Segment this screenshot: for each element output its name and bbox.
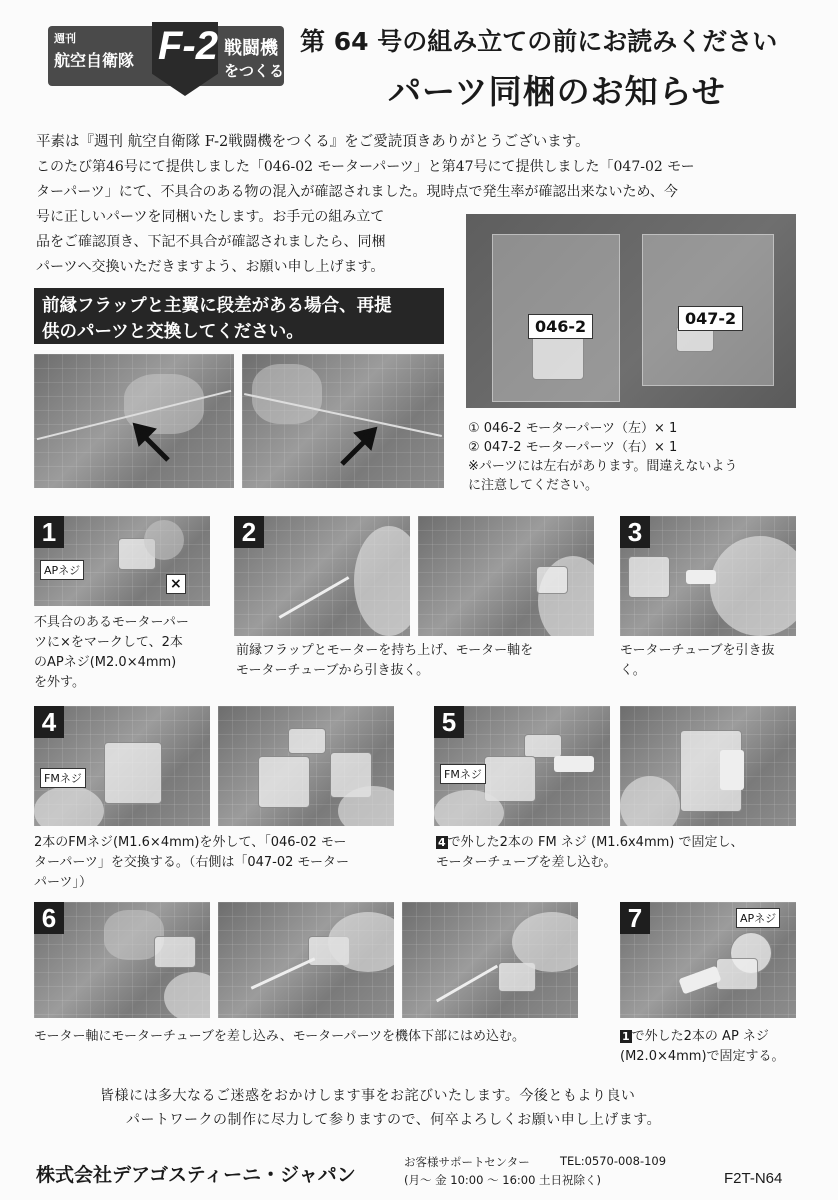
intro-line3: ターパーツ」にて、不具合のある物の混入が確認されました。現時点で発生率が確認出来ないため、今 xyxy=(36,184,678,200)
step6-photo-1 xyxy=(34,902,210,1018)
closing-line2: パートワークの制作に尽力して参りますので、何卒よろしくお願い申し上げます。 xyxy=(126,1112,662,1128)
step4-line3: パーツ」） xyxy=(34,875,92,890)
step1-line2: ツに×をマークして、2本 xyxy=(34,635,183,650)
parts-list-item2: ② 047-2 モーターパーツ（右）× 1 xyxy=(468,440,678,455)
step4-photo-right xyxy=(218,706,394,826)
logo-title-bottom: をつくる xyxy=(224,62,285,80)
logo-subtitle: 航空自衛隊 xyxy=(54,51,135,70)
footer-hours: (月～ 金 10:00 ～ 16:00 土日祝除く) xyxy=(404,1173,602,1187)
step4-line1: 2本のFMネジ(M1.6×4mm)を外して、「046-02 モー xyxy=(34,835,347,850)
step7-line2: (M2.0×4mm)で固定する。 xyxy=(620,1049,785,1064)
notice-banner xyxy=(34,288,444,344)
step7-ap-screw-tag: APネジ xyxy=(736,908,780,928)
step3-line2: く。 xyxy=(620,663,646,678)
step7-photo xyxy=(620,902,796,1018)
footer-support: お客様サポートセンター xyxy=(404,1155,530,1169)
step4-line2: ターパーツ」を交換する。（右側は「047-02 モーター xyxy=(34,855,349,870)
page-title-line1: 第 64 号の組み立ての前にお読みください xyxy=(300,27,778,56)
step2-photo-right xyxy=(418,516,594,636)
step7-ref-badge: 1 xyxy=(622,1030,630,1043)
cross-mark-icon: × xyxy=(166,574,186,594)
step5-caption-line1 xyxy=(436,832,743,853)
logo-model: F-2 xyxy=(158,24,218,68)
step2-line1: 前縁フラップとモーターを持ち上げ、モーター軸を xyxy=(236,643,534,658)
step2-line2: モーターチューブから引き抜く。 xyxy=(236,663,430,678)
intro-line6: パーツへ交換いただきますよう、お願い申し上げます。 xyxy=(36,259,385,275)
parts-photo xyxy=(466,214,796,408)
step7-caption-line1 xyxy=(620,1026,769,1047)
arrow-icon xyxy=(334,420,384,470)
step5-photo-left xyxy=(434,706,610,826)
step4-fm-screw-tag: FMネジ xyxy=(40,768,86,788)
step3-badge: 3 xyxy=(620,516,650,548)
logo-title-top: 戦闘機 xyxy=(224,38,278,59)
step6-badge: 6 xyxy=(34,902,64,934)
step3-line1: モーターチューブを引き抜 xyxy=(620,643,775,658)
footer-company: 株式会社デアゴスティーニ・ジャパン xyxy=(36,1164,356,1186)
flap-gap-photo-left xyxy=(34,354,234,488)
step1-line4: を外す。 xyxy=(34,675,85,690)
parts-note-line1: ※パーツには左右があります。間違えないよう xyxy=(468,459,738,474)
intro-line4: 号に正しいパーツを同梱いたします。お手元の組み立て xyxy=(36,209,385,225)
parts-note-line2: に注意してください。 xyxy=(468,478,599,493)
step5-line1: で外した2本の FM ネジ (M1.6x4mm) で固定し、 xyxy=(447,835,744,850)
footer-tel: TEL:0570-008-109 xyxy=(560,1154,667,1168)
step1-line3: のAPネジ(M2.0×4mm) xyxy=(34,655,177,670)
intro-line1: 平素は『週刊 航空自衛隊 F-2戦闘機をつくる』をご愛読頂きありがとうございます。 xyxy=(36,134,590,150)
logo xyxy=(48,22,288,98)
footer-code: F2T-N64 xyxy=(724,1170,783,1187)
notice-banner-line2: 供のパーツと交換してください。 xyxy=(42,322,304,342)
parts-list-item1: ① 046-2 モーターパーツ（左）× 1 xyxy=(468,421,678,436)
step2-badge: 2 xyxy=(234,516,264,548)
intro-line5: 品をご確認頂き、下記不具合が確認されましたら、同梱 xyxy=(36,234,386,250)
notice-banner-line1: 前縁フラップと主翼に段差がある場合、再提 xyxy=(42,296,392,316)
step2-photo-left xyxy=(234,516,410,636)
step5-photo-right xyxy=(620,706,796,826)
page-title-line2: パーツ同梱のお知らせ xyxy=(388,72,726,111)
step6-line1: モーター軸にモーターチューブを差し込み、モーターパーツを機体下部にはめ込む。 xyxy=(34,1029,526,1044)
step5-fm-screw-tag: FMネジ xyxy=(440,764,486,784)
arrow-icon xyxy=(126,416,176,466)
step4-badge: 4 xyxy=(34,706,64,738)
step5-line2: モーターチューブを差し込む。 xyxy=(436,855,617,870)
parts-label-046: 046-2 xyxy=(528,314,593,339)
step7-line1: で外した2本の AP ネジ xyxy=(631,1029,769,1044)
step5-badge: 5 xyxy=(434,706,464,738)
step5-ref-badge: 4 xyxy=(438,836,446,849)
step7-badge: 7 xyxy=(620,902,650,934)
parts-label-047: 047-2 xyxy=(678,306,743,331)
step6-photo-2 xyxy=(218,902,394,1018)
intro-line2: このたび第46号にて提供しました「046-02 モーターパーツ」と第47号にて提供しました「047-02 モー xyxy=(36,159,695,175)
step3-photo xyxy=(620,516,796,636)
step4-photo-left xyxy=(34,706,210,826)
step6-photo-3 xyxy=(402,902,578,1018)
flap-gap-photo-right xyxy=(242,354,444,488)
closing-line1: 皆様には多大なるご迷惑をおかけします事をお詫びいたします。今後ともより良い xyxy=(100,1088,636,1104)
step1-line1: 不具合のあるモーターパー xyxy=(34,615,189,630)
step1-badge: 1 xyxy=(34,516,64,548)
step1-photo xyxy=(34,516,210,606)
step1-ap-screw-tag: APネジ xyxy=(40,560,84,580)
logo-weekly: 週刊 xyxy=(54,32,76,45)
